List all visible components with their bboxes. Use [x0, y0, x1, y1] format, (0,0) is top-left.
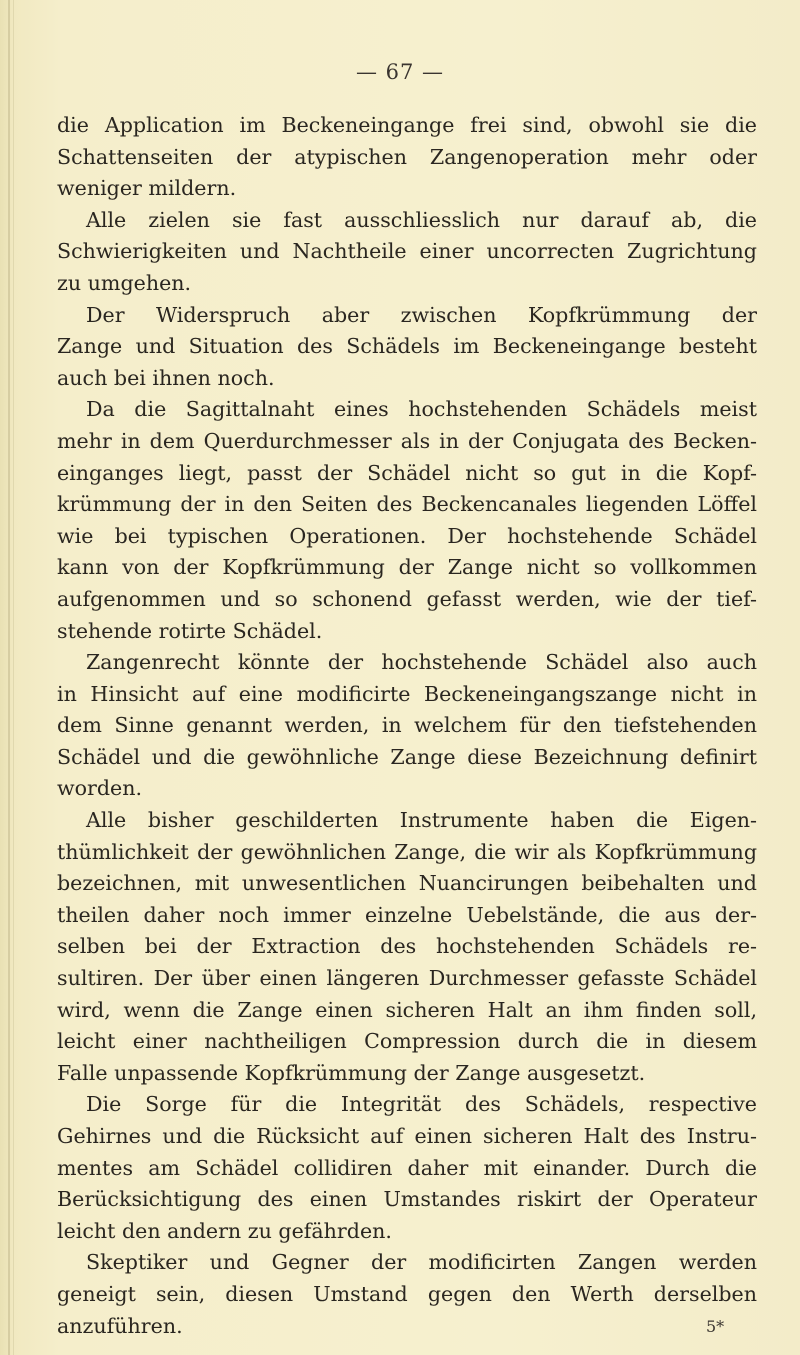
- text-line: worden.: [57, 776, 143, 801]
- text-line: Falle unpassende Kopfkrümmung der Zange ausgesetzt.: [57, 1060, 646, 1085]
- paragraph: [57, 300, 757, 395]
- text-line: anzuführen.: [57, 1313, 183, 1338]
- text-line: auch bei ihnen noch.: [57, 365, 275, 390]
- text-line: Da die Sagittalnaht eines hochstehenden Schädels meist: [86, 397, 757, 422]
- text-line: selben bei der Extraction des hochstehenden Schädels re-: [57, 934, 757, 959]
- text-line: thümlichkeit der gewöhnlichen Zange, die wir als Kopfkrümmung: [57, 839, 757, 864]
- text-line: stehende rotirte Schädel.: [57, 618, 323, 643]
- text-line: zu umgehen.: [57, 270, 192, 295]
- body-text: [57, 110, 757, 1342]
- text-line: sultiren. Der über einen längeren Durchmesser gefasste Schädel: [57, 966, 757, 991]
- paragraph: [57, 205, 757, 300]
- text-line: dem Sinne genannt werden, in welchem für den tiefstehenden: [57, 713, 757, 738]
- gutter-line: [13, 0, 14, 1355]
- text-line: Zangenrecht könnte der hochstehende Schädel also auch: [86, 650, 757, 675]
- text-line: bezeichnen, mit unwesentlichen Nuancirungen beibehalten und: [57, 871, 757, 896]
- text-line: Die Sorge für die Integrität des Schädels, respective: [86, 1092, 757, 1117]
- text-line: Skeptiker und Gegner der modificirten Zangen werden: [86, 1250, 757, 1275]
- signature-mark: 5*: [706, 1317, 725, 1336]
- text-line: einganges liegt, passt der Schädel nicht so gut in die Kopf-: [57, 460, 757, 485]
- text-line: geneigt sein, diesen Umstand gegen den Werth derselben: [57, 1281, 757, 1306]
- text-line: krümmung der in den Seiten des Beckencanales liegenden Löffel: [57, 492, 757, 517]
- text-line: Zange und Situation des Schädels im Beckeneingange besteht: [57, 334, 757, 359]
- text-line: Schädel und die gewöhnliche Zange diese Bezeichnung definirt: [57, 744, 757, 769]
- text-line: weniger mildern.: [57, 176, 237, 201]
- text-line: die Application im Beckeneingange frei sind, obwohl sie die: [57, 113, 757, 137]
- text-line: Schwierigkeiten und Nachtheile einer uncorrecten Zugrichtung: [57, 239, 757, 264]
- paragraph: [57, 647, 757, 805]
- paragraph: [57, 805, 757, 1089]
- text-line: mentes am Schädel collidiren daher mit einander. Durch die: [57, 1155, 757, 1180]
- text-line: Schattenseiten der atypischen Zangenoperation mehr oder: [57, 144, 757, 169]
- text-line: Berücksichtigung des einen Umstandes riskirt der Operateur: [57, 1187, 757, 1212]
- text-line: Alle zielen sie fast ausschliesslich nur darauf ab, die: [86, 207, 757, 232]
- gutter-line: [8, 0, 10, 1355]
- paragraph: [57, 1247, 757, 1342]
- text-line: aufgenommen und so schonend gefasst werden, wie der tief-: [57, 586, 757, 611]
- text-line: wird, wenn die Zange einen sicheren Halt an ihm finden soll,: [57, 997, 757, 1022]
- text-line: leicht den andern zu gefährden.: [57, 1218, 392, 1243]
- page-number: — 67 —: [355, 60, 445, 84]
- text-line: Gehirnes und die Rücksicht auf einen sicheren Halt des Instru-: [57, 1124, 757, 1148]
- text-line: wie bei typischen Operationen. Der hochstehende Schädel: [57, 523, 757, 548]
- paragraph: [57, 1089, 757, 1247]
- text-line: mehr in dem Querdurchmesser als in der Conjugata des Becken-: [57, 428, 757, 453]
- text-line: Der Widerspruch aber zwischen Kopfkrümmung der: [86, 302, 757, 327]
- paragraph: [57, 394, 757, 647]
- text-line: Alle bisher geschilderten Instrumente haben die Eigen-: [86, 808, 757, 833]
- text-line: in Hinsicht auf eine modificirte Beckeneingangszange nicht in: [57, 681, 757, 706]
- paragraph: [57, 110, 757, 205]
- text-line: kann von der Kopfkrümmung der Zange nicht so vollkommen: [57, 555, 757, 580]
- text-line: theilen daher noch immer einzelne Uebelstände, die aus der-: [57, 902, 757, 927]
- text-line: leicht einer nachtheiligen Compression durch die in diesem: [57, 1029, 757, 1054]
